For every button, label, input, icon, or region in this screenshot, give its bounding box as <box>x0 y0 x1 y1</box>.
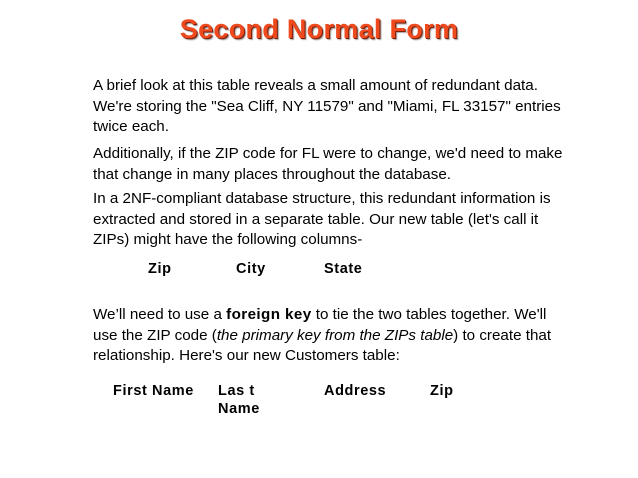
slide-title: Second Normal Form <box>179 14 459 44</box>
customers-column-last-name: Las t Name <box>218 383 260 417</box>
foreign-key-text-end: ) to create that relationship. Here's our new Customers table: <box>93 326 552 364</box>
foreign-key-term: foreign key <box>226 306 312 323</box>
paragraph-zip-change: Additionally, if the ZIP code for FL were to change, we'd need to make that change in many places throughout the database. <box>93 145 563 183</box>
customers-column-address: Address <box>324 383 387 399</box>
paragraph-2nf-structure: In a 2NF-compliant database structure, this redundant information is extracted and stored in a separate table. Our new table (let's call it ZIPs) might have the following columns- <box>93 190 551 248</box>
customers-column-zip: Zip <box>430 383 454 399</box>
paragraph-foreign-key <box>93 305 573 367</box>
zips-column-zip: Zip <box>148 261 172 277</box>
foreign-key-text-before: We’ll need to use a <box>93 306 227 323</box>
primary-key-note: the primary key from the ZIPs table <box>216 326 454 344</box>
customers-column-first-name: First Name <box>113 383 194 399</box>
paragraph-redundant-data: A brief look at this table reveals a small amount of redundant data. We're storing the "Sea Cliff, NY 11579" and "Miami, FL 33157" entries twice each. <box>93 77 561 135</box>
zips-column-state: State <box>324 261 363 277</box>
foreign-key-text-middle: to tie the two tables together. We'll use the ZIP code ( <box>93 306 547 344</box>
zips-column-city: City <box>236 261 266 277</box>
